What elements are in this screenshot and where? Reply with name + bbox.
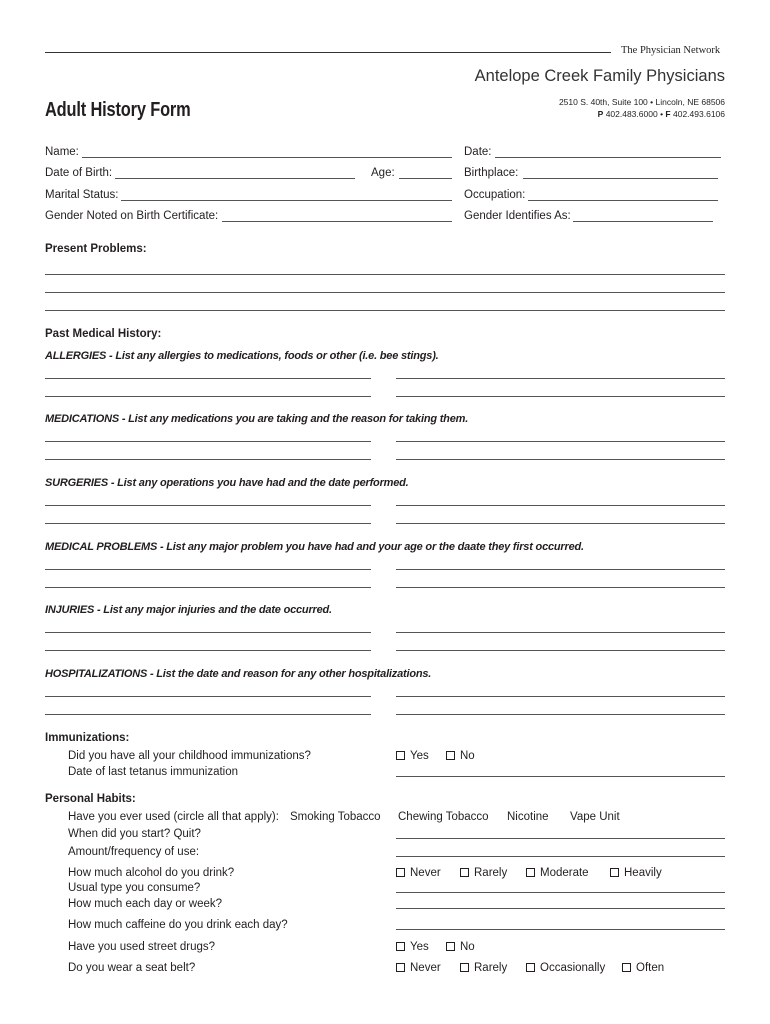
network-name: The Physician Network (621, 45, 721, 56)
gender-identity-field[interactable] (573, 221, 713, 222)
seatbelt-option-occasionally[interactable]: Occasionally (526, 962, 605, 974)
usual-type-question: Usual type you consume? (68, 882, 201, 894)
tobacco-option-vape[interactable]: Vape Unit (570, 811, 620, 823)
caffeine-question: How much caffeine do you drink each day? (68, 919, 288, 931)
tobacco-option-nicotine[interactable]: Nicotine (507, 811, 549, 823)
surgeries-line[interactable] (45, 523, 371, 524)
caffeine-field[interactable] (396, 929, 725, 930)
how-much-field[interactable] (396, 908, 725, 909)
childhood-no-option[interactable]: No (446, 750, 475, 762)
amount-frequency-field[interactable] (396, 856, 725, 857)
occupation-field[interactable] (528, 200, 718, 201)
alcohol-option-moderate[interactable]: Moderate (526, 867, 589, 879)
medical-problems-line[interactable] (45, 587, 371, 588)
medical-problems-line[interactable] (45, 569, 371, 570)
medications-line[interactable] (45, 459, 371, 460)
tetanus-date-field[interactable] (396, 776, 725, 777)
medical-problems-instruction: MEDICAL PROBLEMS - List any major problem you have had and your age or the daate they first occurred. (45, 541, 584, 553)
personal-habits-heading: Personal Habits: (45, 793, 136, 805)
medications-line[interactable] (45, 441, 371, 442)
alcohol-question: How much alcohol do you drink? (68, 867, 235, 879)
tobacco-question: Have you ever used (circle all that apply): (68, 811, 279, 823)
how-much-question: How much each day or week? (68, 898, 223, 910)
age-label: Age: (371, 167, 395, 179)
phone-number: 402.483.6000 (605, 109, 658, 119)
start-quit-question: When did you start? Quit? (68, 828, 201, 840)
fax-number: 402.493.6106 (673, 109, 725, 119)
childhood-immunizations-question: Did you have all your childhood immunizations? (68, 750, 311, 762)
dob-label: Date of Birth: (45, 167, 113, 179)
medications-line[interactable] (396, 441, 725, 442)
seatbelt-option-rarely[interactable]: Rarely (460, 962, 507, 974)
alcohol-option-heavily[interactable]: Heavily (610, 867, 662, 879)
medical-problems-line[interactable] (396, 587, 725, 588)
childhood-yes-option[interactable]: Yes (396, 750, 429, 762)
checkbox[interactable] (460, 868, 469, 877)
surgeries-line[interactable] (396, 505, 725, 506)
age-field[interactable] (399, 178, 452, 179)
present-problems-line-1[interactable] (45, 274, 725, 275)
hospitalizations-line[interactable] (45, 696, 371, 697)
medical-problems-line[interactable] (396, 569, 725, 570)
form-title: Adult History Form (45, 99, 191, 121)
marital-field[interactable] (121, 200, 452, 201)
checkbox[interactable] (526, 963, 535, 972)
tobacco-option-smoking[interactable]: Smoking Tobacco (290, 811, 381, 823)
gender-identity-label: Gender Identifies As: (464, 210, 571, 222)
hospitalizations-line[interactable] (45, 714, 371, 715)
checkbox[interactable] (610, 868, 619, 877)
practice-address: 2510 S. 40th, Suite 100 • Lincoln, NE 68506 P 402.483.6000 • F 402.493.6106 (558, 97, 725, 119)
hospitalizations-instruction: HOSPITALIZATIONS - List the date and reason for any other hospitalizations. (45, 668, 432, 680)
tobacco-option-chewing[interactable]: Chewing Tobacco (398, 811, 489, 823)
date-label: Date: (464, 146, 492, 158)
allergies-line[interactable] (45, 378, 371, 379)
checkbox[interactable] (446, 942, 455, 951)
drugs-option-yes[interactable]: Yes (396, 941, 429, 953)
present-problems-line-3[interactable] (45, 310, 725, 311)
surgeries-instruction: SURGERIES - List any operations you have had and the date performed. (45, 477, 409, 489)
tetanus-question: Date of last tetanus immunization (68, 766, 239, 778)
hospitalizations-line[interactable] (396, 714, 725, 715)
hospitalizations-line[interactable] (396, 696, 725, 697)
checkbox[interactable] (396, 963, 405, 972)
checkbox[interactable] (460, 963, 469, 972)
occupation-label: Occupation: (464, 189, 526, 201)
name-label: Name: (45, 146, 79, 158)
gender-birth-field[interactable] (222, 221, 452, 222)
alcohol-option-rarely[interactable]: Rarely (460, 867, 507, 879)
practice-name: Antelope Creek Family Physicians (474, 67, 725, 85)
seatbelt-option-never[interactable]: Never (396, 962, 441, 974)
marital-label: Marital Status: (45, 189, 119, 201)
checkbox[interactable] (526, 868, 535, 877)
seatbelt-option-often[interactable]: Often (622, 962, 664, 974)
seatbelt-question: Do you wear a seat belt? (68, 962, 196, 974)
drugs-option-no[interactable]: No (446, 941, 475, 953)
injuries-line[interactable] (396, 650, 725, 651)
amount-frequency-question: Amount/frequency of use: (68, 846, 200, 858)
medications-instruction: MEDICATIONS - List any medications you are taking and the reason for taking them. (45, 413, 469, 425)
immunizations-heading: Immunizations: (45, 732, 130, 744)
allergies-line[interactable] (396, 396, 725, 397)
birthplace-field[interactable] (523, 178, 718, 179)
dob-field[interactable] (115, 178, 355, 179)
street-drugs-question: Have you used street drugs? (68, 941, 216, 953)
usual-type-field[interactable] (396, 892, 725, 893)
medications-line[interactable] (396, 459, 725, 460)
injuries-instruction: INJURIES - List any major injuries and the date occurred. (45, 604, 332, 616)
past-history-heading: Past Medical History: (45, 328, 162, 340)
allergies-line[interactable] (45, 396, 371, 397)
allergies-instruction: ALLERGIES - List any allergies to medications, foods or other (i.e. bee stings). (45, 350, 439, 362)
birthplace-label: Birthplace: (464, 167, 519, 179)
date-field[interactable] (495, 157, 721, 158)
surgeries-line[interactable] (396, 523, 725, 524)
gender-birth-label: Gender Noted on Birth Certificate: (45, 210, 219, 222)
injuries-line[interactable] (45, 632, 371, 633)
city-address: Lincoln, NE 68506 (655, 97, 725, 107)
street-address: 2510 S. 40th, Suite 100 (558, 97, 648, 107)
alcohol-option-never[interactable]: Never (396, 867, 441, 879)
checkbox[interactable] (396, 942, 405, 951)
name-field[interactable] (82, 157, 452, 158)
start-quit-field[interactable] (396, 838, 725, 839)
header-rule (45, 52, 611, 53)
present-problems-line-2[interactable] (45, 292, 725, 293)
checkbox[interactable] (396, 868, 405, 877)
injuries-line[interactable] (45, 650, 371, 651)
injuries-line[interactable] (396, 632, 725, 633)
allergies-line[interactable] (396, 378, 725, 379)
checkbox[interactable] (622, 963, 631, 972)
surgeries-line[interactable] (45, 505, 371, 506)
checkbox[interactable] (396, 751, 405, 760)
checkbox[interactable] (446, 751, 455, 760)
present-problems-heading: Present Problems: (45, 243, 147, 255)
